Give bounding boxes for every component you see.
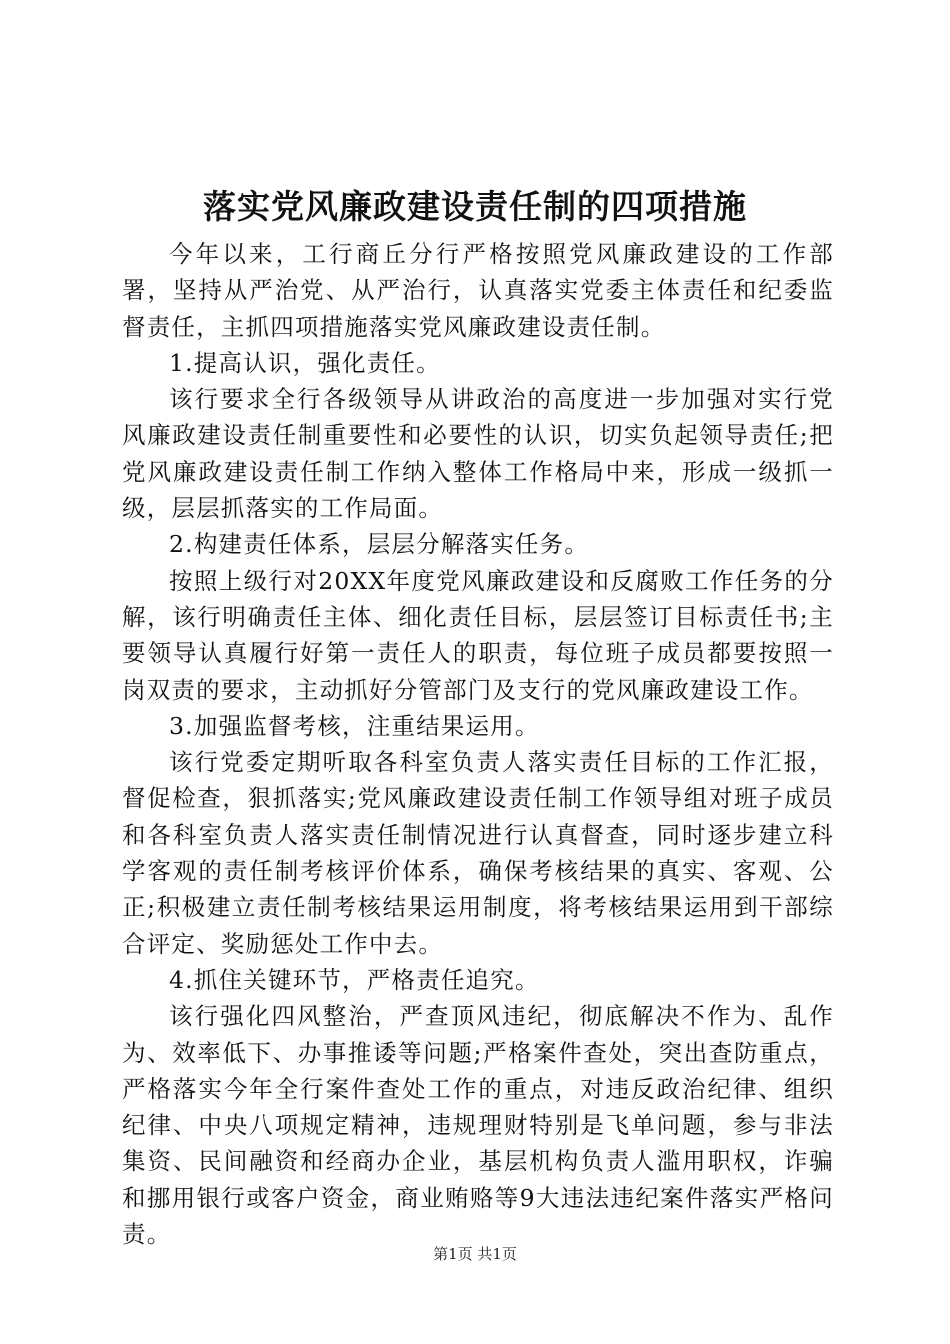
section-paragraph-2: 按照上级行对20XX年度党风廉政建设和反腐败工作任务的分解，该行明确责任主体、细化责任目标，层层签订目标责任书;主要领导认真履行好第一责任人的职责，每位班子成员都要按照一岗双责的要求，主动抓好分管部门及支行的党风廉政建设工作。 [122,566,834,704]
section-heading-3: 3.加强监督考核，注重结果运用。 [169,711,540,740]
section-heading-2: 2.构建责任体系，层层分解落实任务。 [169,530,590,559]
document-body [122,236,834,1252]
document-title: 落实党风廉政建设责任制的四项措施 [203,187,747,226]
section-paragraph-1: 该行要求全行各级领导从讲政治的高度进一步加强对实行党风廉政建设责任制重要性和必要性的认识，切实负起领导责任;把党风廉政建设责任制工作纳入整体工作格局中来，形成一级抓一级，层层抓落实的工作局面。 [122,385,834,523]
section-heading-1: 1.提高认识，强化责任。 [169,348,441,377]
section-paragraph-3: 该行党委定期听取各科室负责人落实责任目标的工作汇报，督促检查，狠抓落实;党风廉政建设责任制工作领导组对班子成员和各科室负责人落实责任制情况进行认真督查，同时逐步建立科学客观的责任制考核评价体系，确保考核结果的真实、客观、公正;积极建立责任制考核结果运用制度，将考核结果运用到干部综合评定、奖励惩处工作中去。 [122,748,834,958]
intro-paragraph: 今年以来，工行商丘分行严格按照党风廉政建设的工作部署，坚持从严治党、从严治行，认真落实党委主体责任和纪委监督责任，主抓四项措施落实党风廉政建设责任制。 [122,240,834,341]
section-heading-4: 4.抓住关键环节，严格责任追究。 [169,965,540,994]
section-paragraph-4: 该行强化四风整治，严查顶风违纪，彻底解决不作为、乱作为、效率低下、办事推诿等问题;严格案件查处，突出查防重点，严格落实今年全行案件查处工作的重点，对违反政治纪律、组织纪律、中央八项规定精神，违规理财特别是飞单问题，参与非法集资、民间融资和经商办企业，基层机构负责人滥用职权，诈骗和挪用银行或客户资金，商业贿赂等9大违法违纪案件落实严格问责。 [122,1002,834,1249]
page-number-footer: 第1页 共1页 [433,1245,517,1263]
